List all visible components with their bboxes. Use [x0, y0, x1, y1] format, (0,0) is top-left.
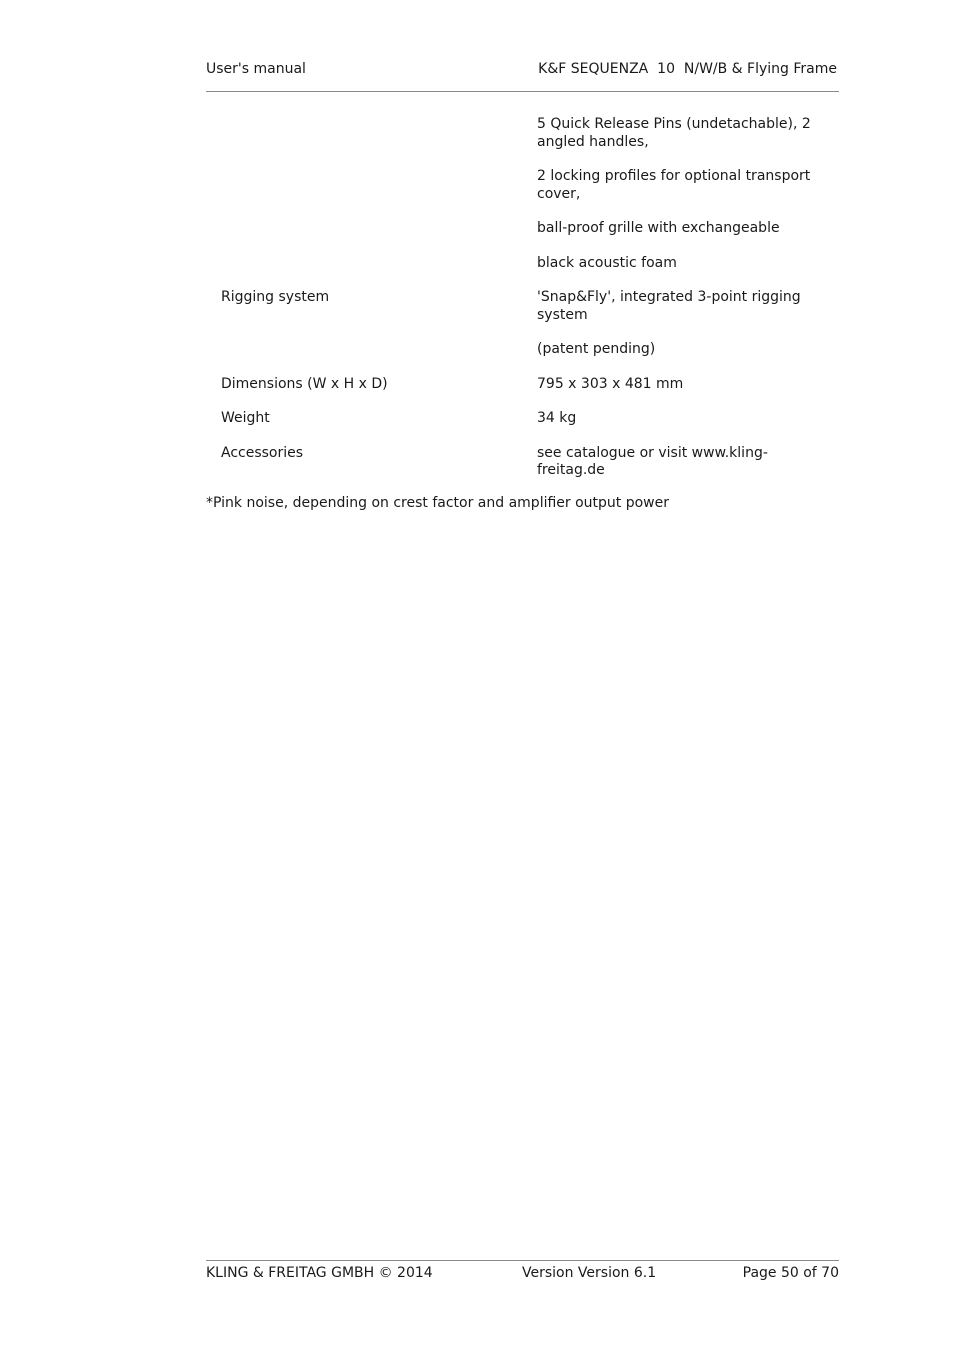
spec-value: 34 kg: [537, 410, 577, 426]
spec-row-rigging-system: [206, 289, 839, 324]
footnote: *Pink noise, depending on crest factor and amplifier output power: [206, 495, 670, 511]
footer-copyright: KLING & FREITAG GMBH © 2014: [206, 1265, 433, 1281]
spec-value: 2 locking profiles for optional transport cover,: [537, 168, 811, 202]
spec-row: [206, 341, 839, 359]
spec-label: Dimensions (W x H x D): [221, 375, 388, 392]
spec-row-accessories: [206, 445, 839, 480]
spec-row: [206, 255, 839, 273]
spec-row: [206, 116, 839, 151]
spec-row: [206, 220, 839, 238]
header-product-title: K&F SEQUENZA 10 N/W/B & Flying Frame: [538, 61, 837, 77]
spec-row: [206, 168, 839, 203]
footer-version: Version Version 6.1: [522, 1265, 657, 1281]
footer-page-number: Page 50 of 70: [742, 1265, 839, 1281]
specifications-table: [206, 116, 839, 497]
spec-value: 'Snap&Fly', integrated 3-point rigging system: [537, 289, 801, 323]
spec-value: 795 x 303 x 481 mm: [537, 375, 684, 392]
page-footer: [206, 1260, 839, 1291]
spec-label: Weight: [221, 410, 270, 426]
spec-label: Accessories: [221, 444, 304, 461]
spec-value: ball-proof grille with exchangeable: [537, 220, 780, 236]
spec-value: (patent pending): [537, 341, 656, 357]
spec-row-weight: [206, 410, 839, 428]
spec-value: 5 Quick Release Pins (undetachable), 2 angled handles,: [537, 116, 811, 150]
spec-row-dimensions: [206, 376, 839, 394]
header-document-type: User's manual: [206, 61, 306, 77]
spec-value: black acoustic foam: [537, 254, 677, 271]
spec-label: Rigging system: [221, 289, 330, 305]
page-header: [206, 60, 839, 92]
spec-value: see catalogue or visit www.kling-freitag.de: [537, 444, 768, 478]
